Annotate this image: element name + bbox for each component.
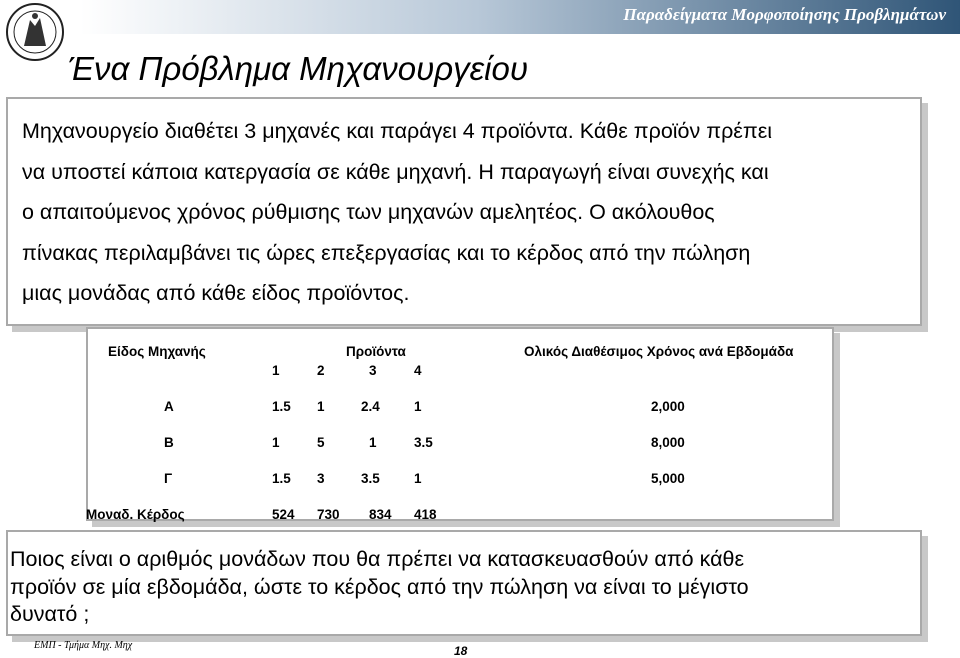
row-hours: 3.5 [414, 435, 433, 450]
row-machine: Γ [164, 471, 173, 486]
row-available: 2,000 [651, 399, 685, 414]
header-title: Παραδείγματα Μορφοποίησης Προβλημάτων [623, 5, 946, 24]
profit-label: Μοναδ. Κέρδος [86, 507, 185, 522]
row-hours: 1 [317, 399, 325, 414]
header-bar [80, 0, 960, 34]
product-number: 3 [369, 363, 377, 378]
intro-line: μιας μονάδας από κάθε είδος προϊόντος. [22, 281, 410, 305]
profit-value: 834 [369, 507, 392, 522]
header-products: Προϊόντα [346, 344, 406, 359]
row-hours: 1 [414, 471, 422, 486]
row-hours: 3 [317, 471, 325, 486]
row-hours: 1 [414, 399, 422, 414]
row-machine: Β [164, 435, 174, 450]
question-line: Ποιος είναι ο αριθμός μονάδων που θα πρέπει να κατασκευασθούν από κάθε [10, 547, 745, 571]
header-machine: Είδος Μηχανής [108, 344, 206, 359]
row-hours: 2.4 [361, 399, 380, 414]
row-machine: Α [164, 399, 174, 414]
row-available: 8,000 [651, 435, 685, 450]
page-title: Ένα Πρόβλημα Μηχανουργείου [68, 50, 528, 87]
footer-left: ΕΜΠ - Τμήμα Μηχ. Μηχ [34, 640, 133, 651]
university-seal-icon [4, 2, 66, 62]
intro-line: Μηχανουργείο διαθέτει 3 μηχανές και παράγει 4 προϊόντα. Κάθε προϊόν πρέπει [22, 119, 773, 143]
product-number: 4 [414, 363, 422, 378]
row-available: 5,000 [651, 471, 685, 486]
intro-line: πίνακας περιλαμβάνει τις ώρες επεξεργασίας και το κέρδος από την πώληση [22, 240, 751, 265]
product-number: 1 [272, 363, 280, 378]
page-number: 18 [454, 644, 468, 658]
data-table [86, 327, 834, 521]
intro-line: να υποστεί κάποια κατεργασία σε κάθε μηχανή. Η παραγωγή είναι συνεχής και [22, 159, 769, 184]
profit-value: 524 [272, 507, 295, 522]
question-box [6, 530, 922, 636]
row-hours: 1.5 [272, 471, 291, 486]
row-hours: 1 [369, 435, 377, 450]
row-hours: 1.5 [272, 399, 291, 414]
question-text [10, 546, 910, 629]
row-hours: 5 [317, 435, 325, 450]
intro-line: ο απαιτούμενος χρόνος ρύθμισης των μηχανών αμελητέος. Ο ακόλουθος [22, 200, 715, 224]
row-hours: 1 [272, 435, 280, 450]
question-line: προϊόν σε μία εβδομάδα, ώστε το κέρδος από την πώληση να είναι το μέγιστο [10, 574, 749, 599]
profit-value: 730 [317, 507, 340, 522]
intro-box [6, 97, 922, 326]
product-number: 2 [317, 363, 325, 378]
profit-value: 418 [414, 507, 437, 522]
row-hours: 3.5 [361, 471, 380, 486]
question-line: δυνατό ; [10, 602, 90, 626]
header-available: Ολικός Διαθέσιμος Χρόνος ανά Εβδομάδα [524, 344, 794, 359]
intro-text [22, 111, 912, 314]
